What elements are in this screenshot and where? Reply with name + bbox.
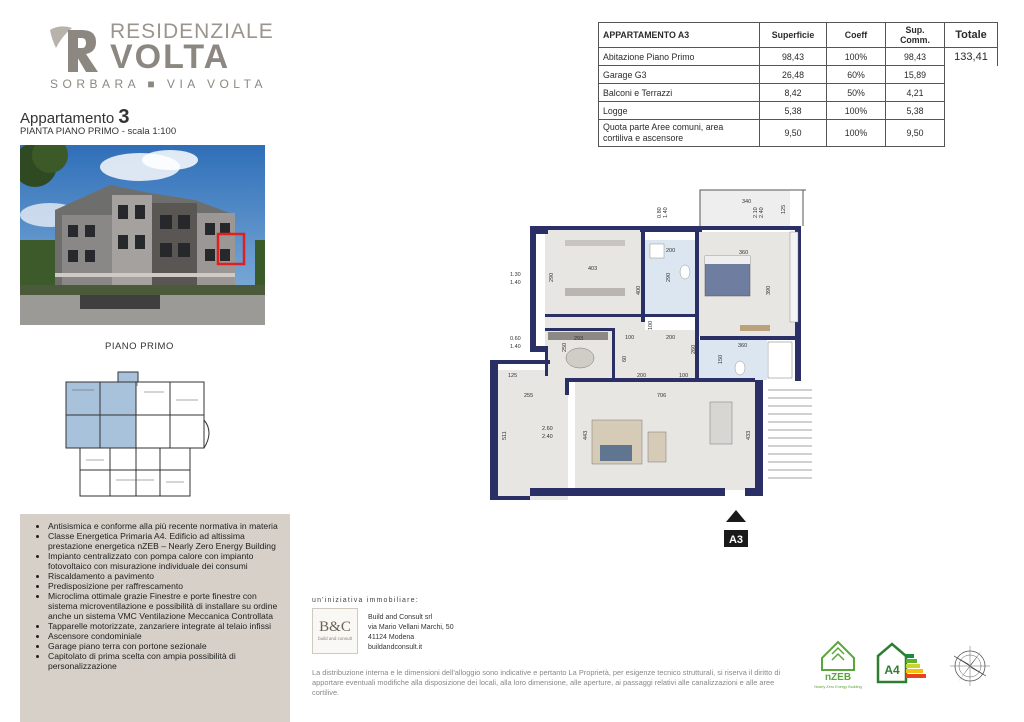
floor-plan xyxy=(488,186,813,511)
dim-label: 290 xyxy=(666,272,672,282)
brand-logo-mark xyxy=(48,22,100,74)
row-sup-comm: 15,89 xyxy=(886,66,945,84)
dim-label: 400 xyxy=(636,285,642,295)
col-header-totale: Totale xyxy=(945,23,998,48)
row-sup-comm: 5,38 xyxy=(886,102,945,120)
row-label: Quota parte Aree comuni, area cortiliva e ascensore xyxy=(599,120,760,147)
row-coeff: 50% xyxy=(827,84,886,102)
dim-label: 511 xyxy=(502,431,508,440)
col-header-apartment: APPARTAMENTO A3 xyxy=(599,23,760,48)
dim-label: 433 xyxy=(746,430,752,440)
feature-item: • Ascensore condominiale xyxy=(48,632,280,642)
dim-label: 100 xyxy=(648,320,654,330)
brand-title-main: VOLTA xyxy=(110,38,231,76)
row-label: Logge xyxy=(599,102,760,120)
dim-label: 293 xyxy=(574,336,584,342)
brand-title-top: RESIDENZIALE xyxy=(110,20,274,43)
dim-label: 1.30 xyxy=(510,272,521,278)
apartment-number: 3 xyxy=(118,106,130,128)
energy-class-icon xyxy=(876,642,928,684)
dim-label: 260 xyxy=(691,344,697,354)
row-superficie: 8,42 xyxy=(760,84,827,102)
dim-label: 706 xyxy=(657,393,667,399)
developer-logo xyxy=(312,608,358,654)
dim-label: 2.60 xyxy=(542,426,553,432)
developer-logo-sub: build and consult xyxy=(318,636,352,641)
feature-item: • Capitolato di prima scelta con ampia possibilità di personalizzazione xyxy=(48,652,280,672)
table-row xyxy=(599,84,998,102)
dim-label: 360 xyxy=(738,343,748,349)
key-plan xyxy=(60,370,210,500)
dim-label: 0.60 xyxy=(510,336,521,342)
table-row xyxy=(599,48,998,66)
row-superficie: 26,48 xyxy=(760,66,827,84)
row-superficie: 9,50 xyxy=(760,120,827,147)
room-terrace xyxy=(498,370,568,500)
dim-label: 1.40 xyxy=(510,280,521,286)
dim-label: 1.40 xyxy=(663,207,669,218)
dim-label: 2.40 xyxy=(542,434,553,440)
initiative-label: un'iniziativa immobiliare: xyxy=(312,597,419,604)
dim-label: 200 xyxy=(666,335,676,341)
dim-label: 403 xyxy=(588,266,598,272)
feature-item: • Microclima ottimale grazie Finestre e porte finestre con sistema microventilazione e possibilità di installare su ordine anche un sistema VMC Ventilazione Meccanica Controllata xyxy=(48,592,280,622)
dim-label: 340 xyxy=(742,199,752,205)
feature-item: • Tapparelle motorizzate, zanzariere integrate al telaio infissi xyxy=(48,622,280,632)
dim-label: 125 xyxy=(781,204,787,214)
row-label: Garage G3 xyxy=(599,66,760,84)
row-sup-comm: 4,21 xyxy=(886,84,945,102)
surface-table xyxy=(598,22,998,147)
developer-logo-text: B&C xyxy=(319,619,351,635)
apartment-subtitle: PIANTA PIANO PRIMO - scala 1:100 xyxy=(20,126,177,137)
energy-class-label: A4 xyxy=(884,663,900,677)
dim-label: 125 xyxy=(508,373,518,379)
unit-marker xyxy=(724,508,748,548)
developer-info xyxy=(368,613,454,654)
developer-city: 41124 Modena xyxy=(368,634,415,642)
room-balcony xyxy=(700,190,790,230)
dim-label: 150 xyxy=(718,354,724,364)
feature-item: • Antisismica e conforme alla più recente normativa in materia xyxy=(48,522,280,532)
row-label: Balconi e Terrazzi xyxy=(599,84,760,102)
nzeb-label: nZEB xyxy=(824,672,852,683)
dim-label: 360 xyxy=(739,250,749,256)
row-coeff: 100% xyxy=(827,120,886,147)
feature-item: • Garage piano terra con portone sezionale xyxy=(48,642,280,652)
developer-website: buildandconsult.it xyxy=(368,644,423,652)
nzeb-badge-icon xyxy=(812,640,864,690)
features-list xyxy=(38,522,280,672)
table-row xyxy=(599,66,998,84)
dim-label: 0.80 xyxy=(657,207,663,218)
row-label: Abitazione Piano Primo xyxy=(599,48,760,66)
floor-label: PIANO PRIMO xyxy=(105,341,174,352)
dim-label: 2.10 xyxy=(753,207,759,218)
apartment-title: Appartamento 3 xyxy=(20,106,130,128)
row-superficie: 98,43 xyxy=(760,48,827,66)
table-header-row xyxy=(599,23,998,48)
room-bedroom-2 xyxy=(545,230,645,340)
dim-label: 100 xyxy=(679,373,689,379)
developer-address: via Mario Vellani Marchi, 50 xyxy=(368,624,454,632)
features-box xyxy=(20,514,290,722)
unit-marker-label: A3 xyxy=(728,534,744,546)
developer-name: Build and Consult srl xyxy=(368,614,433,621)
col-header-sup-comm: Sup. Comm. xyxy=(886,23,945,48)
compass-rose-icon xyxy=(946,642,994,690)
row-coeff: 100% xyxy=(827,48,886,66)
dim-label: 2.40 xyxy=(759,207,765,218)
dim-label: 200 xyxy=(637,373,647,379)
col-header-coeff: Coeff xyxy=(827,23,886,48)
disclaimer-text: La distribuzione interna e le dimensioni dell'alloggio sono indicative e pertanto La Proprietà, per esigenze tecnico strutturali, si riserva il diritto di apportare eventuali modifiche alla disposizione dei locali, alla loro dimensione, alle aperture, ai passaggi relativi alle canalizzazioni e alle aree cortilive. xyxy=(312,668,781,698)
row-superficie: 5,38 xyxy=(760,102,827,120)
feature-item: • Riscaldamento a pavimento xyxy=(48,572,280,582)
dim-label: 390 xyxy=(766,285,772,295)
feature-item: • Predisposizione per raffrescamento xyxy=(48,582,280,592)
building-rendering xyxy=(20,145,265,325)
row-sup-comm: 9,50 xyxy=(886,120,945,147)
row-coeff: 100% xyxy=(827,102,886,120)
feature-item: • Classe Energetica Primaria A4. Edificio ad altissima prestazione energetica nZEB – Nearly Zero Energy Building xyxy=(48,532,280,552)
dim-label: 443 xyxy=(583,430,589,440)
room-bathroom-2 xyxy=(697,340,767,380)
table-row xyxy=(599,120,998,147)
dim-label: 250 xyxy=(562,342,568,352)
dim-label: 100 xyxy=(625,335,635,341)
total-value: 133,41 xyxy=(945,48,998,66)
dim-label: 1.40 xyxy=(510,344,521,350)
feature-item: • Impianto centralizzato con pompa calore con impianto fotovoltaico con misurazione individuale dei consumi xyxy=(48,552,280,572)
dim-label: 255 xyxy=(524,393,534,399)
nzeb-sub: Nearly Zero Energy Building xyxy=(814,685,862,689)
table-row xyxy=(599,102,998,120)
brand-subtitle: SORBARA ■ VIA VOLTA xyxy=(50,77,268,91)
row-sup-comm: 98,43 xyxy=(886,48,945,66)
col-header-superficie: Superficie xyxy=(760,23,827,48)
dim-label: 60 xyxy=(622,355,628,362)
row-coeff: 60% xyxy=(827,66,886,84)
dim-label: 200 xyxy=(666,248,676,254)
dim-label: 290 xyxy=(549,272,555,282)
